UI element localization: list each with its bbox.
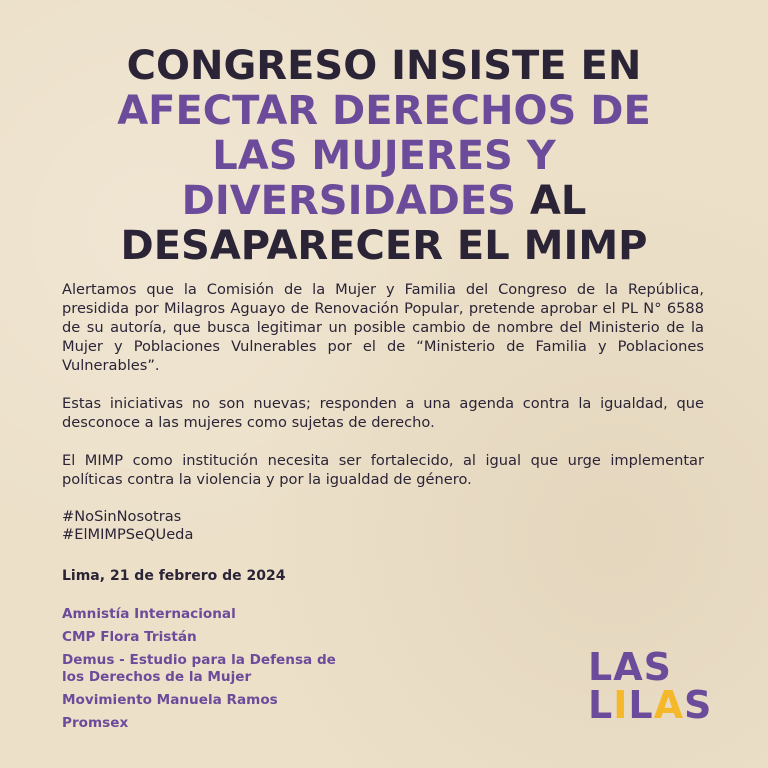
headline (0, 44, 768, 269)
hashtags (62, 508, 704, 544)
headline-line-5: DESAPARECER EL MIMP (120, 223, 648, 269)
signatory-3: Demus - Estudio para la Defensa de los Derechos de la Mujer (62, 652, 336, 685)
las-lilas-logo (588, 645, 728, 727)
logo-line-1: LAS (588, 645, 672, 689)
signatory-5: Promsex (62, 715, 129, 731)
logo-letter-l: L (588, 683, 614, 727)
statement-body (62, 280, 704, 563)
paragraph-2: Estas iniciativas no son nuevas; responden a una agenda contra la igualdad, que desconoce a las mujeres como sujetas de derecho. (62, 395, 704, 431)
statement-date: Lima, 21 de febrero de 2024 (62, 568, 286, 584)
headline-line-2: AFECTAR DERECHOS DE (117, 88, 651, 134)
logo-letter-s: S (684, 683, 713, 727)
signatory-4: Movimiento Manuela Ramos (62, 692, 278, 708)
signatory-list (62, 606, 362, 738)
paragraph-3: El MIMP como institución necesita ser fortalecido, al igual que urge implementar políticas contra la violencia y por la igualdad de género. (62, 452, 704, 488)
signatory-1: Amnistía Internacional (62, 606, 236, 622)
hashtag-2: #ElMIMPSeQUeda (62, 526, 194, 543)
headline-line-4 (0, 179, 768, 224)
logo-letter-i: I (613, 683, 629, 727)
logo-letter-l2: L (628, 683, 654, 727)
hashtag-1: #NoSinNosotras (62, 508, 182, 525)
logo-line-2 (588, 683, 713, 727)
paragraph-1: Alertamos que la Comisión de la Mujer y Familia del Congreso de la República, presidida por Milagros Aguayo de Renovación Popular, pretende aprobar el PL N° 6588 de su autoría, que busca legitimar un posible cambio de nombre del Ministerio de la Mujer y Poblaciones Vulnerables por el de “Ministerio de Familia y Poblaciones Vulnerables”. (62, 281, 704, 374)
signatory-2: CMP Flora Tristán (62, 629, 197, 645)
headline-line-1: CONGRESO INSISTE EN (126, 43, 642, 89)
headline-line-4-rest: AL (515, 178, 587, 224)
headline-line-3: LAS MUJERES Y (212, 133, 556, 179)
logo-letter-a: A (653, 683, 684, 727)
headline-line-4-highlight: DIVERSIDADES (181, 178, 516, 224)
